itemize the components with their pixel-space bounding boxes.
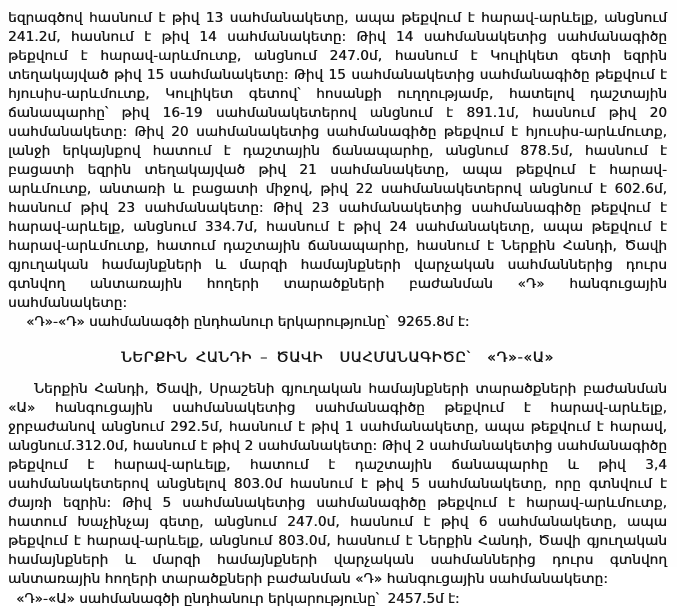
total-length-line-d-d: «Դ»-«Դ» սահմանագծի ընդհանուր երկարությունը՝ 9265.8մ է:: [26, 314, 470, 330]
total-length-line-d-a: «Դ»-«Ա» սահմանագծի ընդհանուր երկարությունը՝ 2457.5մ է:: [16, 591, 460, 607]
boundary-description-paragraph-1: եզրագծով հասնում է թիվ 13 սահմանակետը, ապա թեքվում է հարավ-արևելք, անցնում 241.2մ, հասնում է թիվ 14 սահմանակետը: Թիվ 14 սահմանակետից սահմանագիծը թեքվում է հարավ-արևմուտք, անցնում 247.0մ, հասնում է Կուլիկետ գետի եզրին տեղակայված թիվ 15 սահմանակետը: Թիվ 15 սահմանակետից սահմանագիծը թեքվում է հյուսիս-արևմուտք, Կուլիկետ գետով՝ հոսանքի ուղղությամբ, հատելով դաշտային ճանապարհը՝ թիվ 16-19 սահմանակետերով անցնում է 891.1մ, հասնում թիվ 20 սահմանակետը: Թիվ 20 սահմանակետից սահմանագիծը թեքվում է հյուսիս-արևմուտք, լանջի երկայնքով հատում է դաշտային ճանապարհը, անցնում 878.5մ, հասնում է բացատի եզրին տեղակայված թիվ 21 սահմանակետը, ապա թեքվում է հարավ-արևմուտք, անտառի և բացատի միջով, թիվ 22 սահմանակետերով անցնում է 602.6մ, հասնում թիվ 23 սահմանակետը: Թիվ 23 սահմանակետից սահմանագիծը թեքվում է հարավ-արևելք, անցնում 334.7մ, հասնում է թիվ 24 սահմանակետը, ապա թեքվում է հարավ-արևմուտք, հատում դաշտային ճանապարհը, հասնում է Ներքին Հանդի, Ծավի գյուղական համայնքների և մարզի համայնքների վարչական սահմաններից դուրս գտնվող անտառային հողերի տարածքների բաժանման «Դ» հանգուցային սահմանակետը:: [8, 10, 667, 311]
section-heading-nerkin-handi-tsav: ՆԵՐՔԻՆ ՀԱՆԴԻ – ԾԱՎԻ ՍԱՀՄԱՆԱԳԻԾԸ՝ «Դ»-«Ա»: [121, 350, 554, 366]
boundary-description-paragraph-2: Ներքին Հանդի, Ծավի, Սրաշենի գյուղական համայնքների տարածքների բաժանման «Ա» հանգուցային սահմանակետից սահմանագիծը թեքվում է հարավ-արևելք, ջրբաժանով անցնում 292.5մ, հասնում է թիվ 1 սահմանակետը, ապա թեքվում է հարավ, անցնում.312.0մ, հասնում է թիվ 2 սահմանակետը: Թիվ 2 սահմանակետից սահմանագիծը թեքվում է հարավ-արևելք, հատում է դաշտային ճանապարհը և թիվ 3,4 սահմանակետերով անցնելով 803.0մ հասնում է թիվ 5 սահմանակետը, որը գտնվում է ժայռի եզրին: Թիվ 5 սահմանակետից սահմանագիծը թեքվում է հարավ-արևմուտք, հատում Խաչինչայ գետը, անցնում 247.0մ, հասնում է թիվ 6 սահմանակետը, ապա թեքվում է հարավ-արևելք, անցնում 803.0մ, հասնում է Ներքին Հանդի, Ծավի գյուղական համայնքների և մարզի համայնքների վարչական սահմաններից դուրս գտնվող անտառային հողերի տարածքների բաժանման «Դ» հանգուցային սահմանակետը:: [8, 381, 667, 587]
